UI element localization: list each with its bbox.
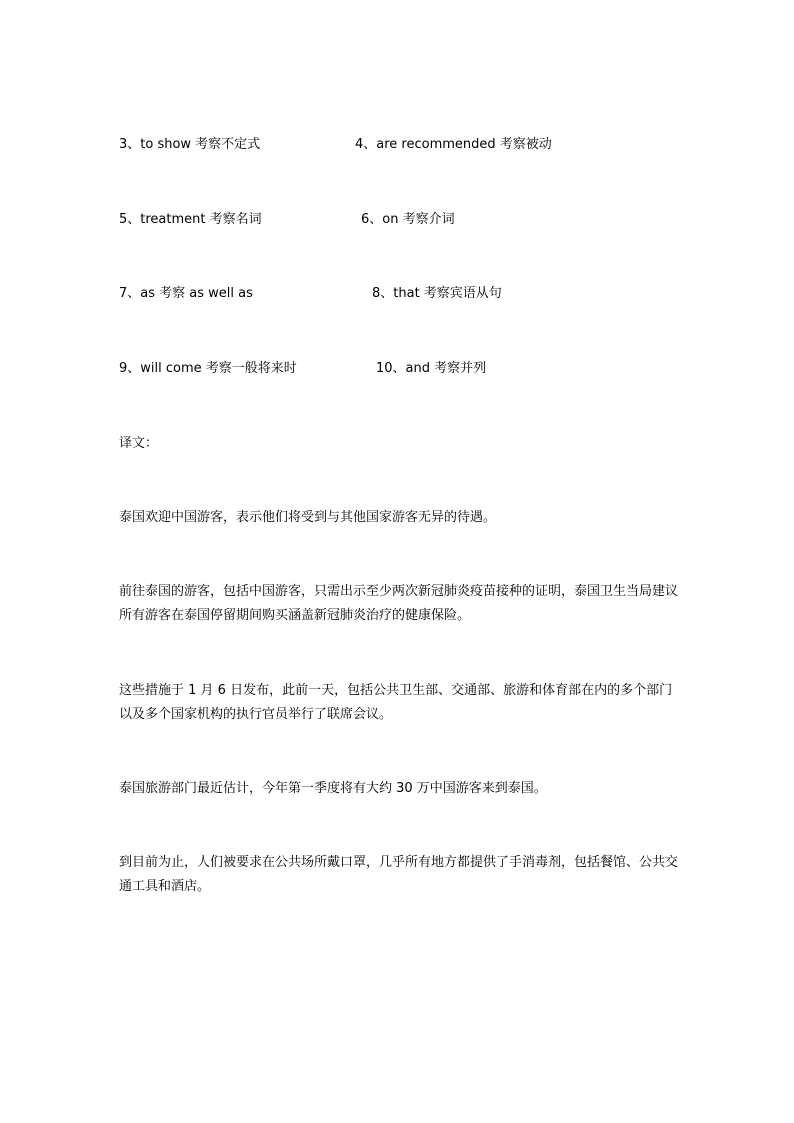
answer-4: 4、are recommended 考察被动 [355,137,552,152]
translation-heading: 译文： [119,436,159,451]
translation-paragraph-2: 前往泰国的游客，包括中国游客，只需出示至少两次新冠肺炎疫苗接种的证明，泰国卫生当局建议所有游客在泰国停留期间购买涵盖新冠肺炎治疗的健康保险。 [119,584,679,623]
translation-paragraph-5: 到目前为止，人们被要求在公共场所戴口罩，几乎所有地方都提供了手消毒剂，包括餐馆、公共交通工具和酒店。 [119,855,679,894]
translation-paragraph-4: 泰国旅游部门最近估计，今年第一季度将有大约 30 万中国游客来到泰国。 [119,781,547,796]
translation-paragraph-3: 这些措施于 1 月 6 日发布，此前一天，包括公共卫生部、交通部、旅游和体育部在内的多个部门以及多个国家机构的执行官员举行了联席会议。 [119,683,673,722]
translation-paragraph-1: 泰国欢迎中国游客，表示他们将受到与其他国家游客无异的待遇。 [119,510,497,525]
answer-5: 5、treatment 考察名词 [119,212,262,227]
answer-7: 7、as 考察 as well as [119,286,253,301]
answer-9: 9、will come 考察一般将来时 [119,361,297,376]
answer-8: 8、that 考察宾语从句 [372,286,502,301]
answer-6: 6、on 考察介词 [361,212,455,227]
answer-10: 10、and 考察并列 [376,361,487,376]
answer-3: 3、to show 考察不定式 [119,137,261,152]
